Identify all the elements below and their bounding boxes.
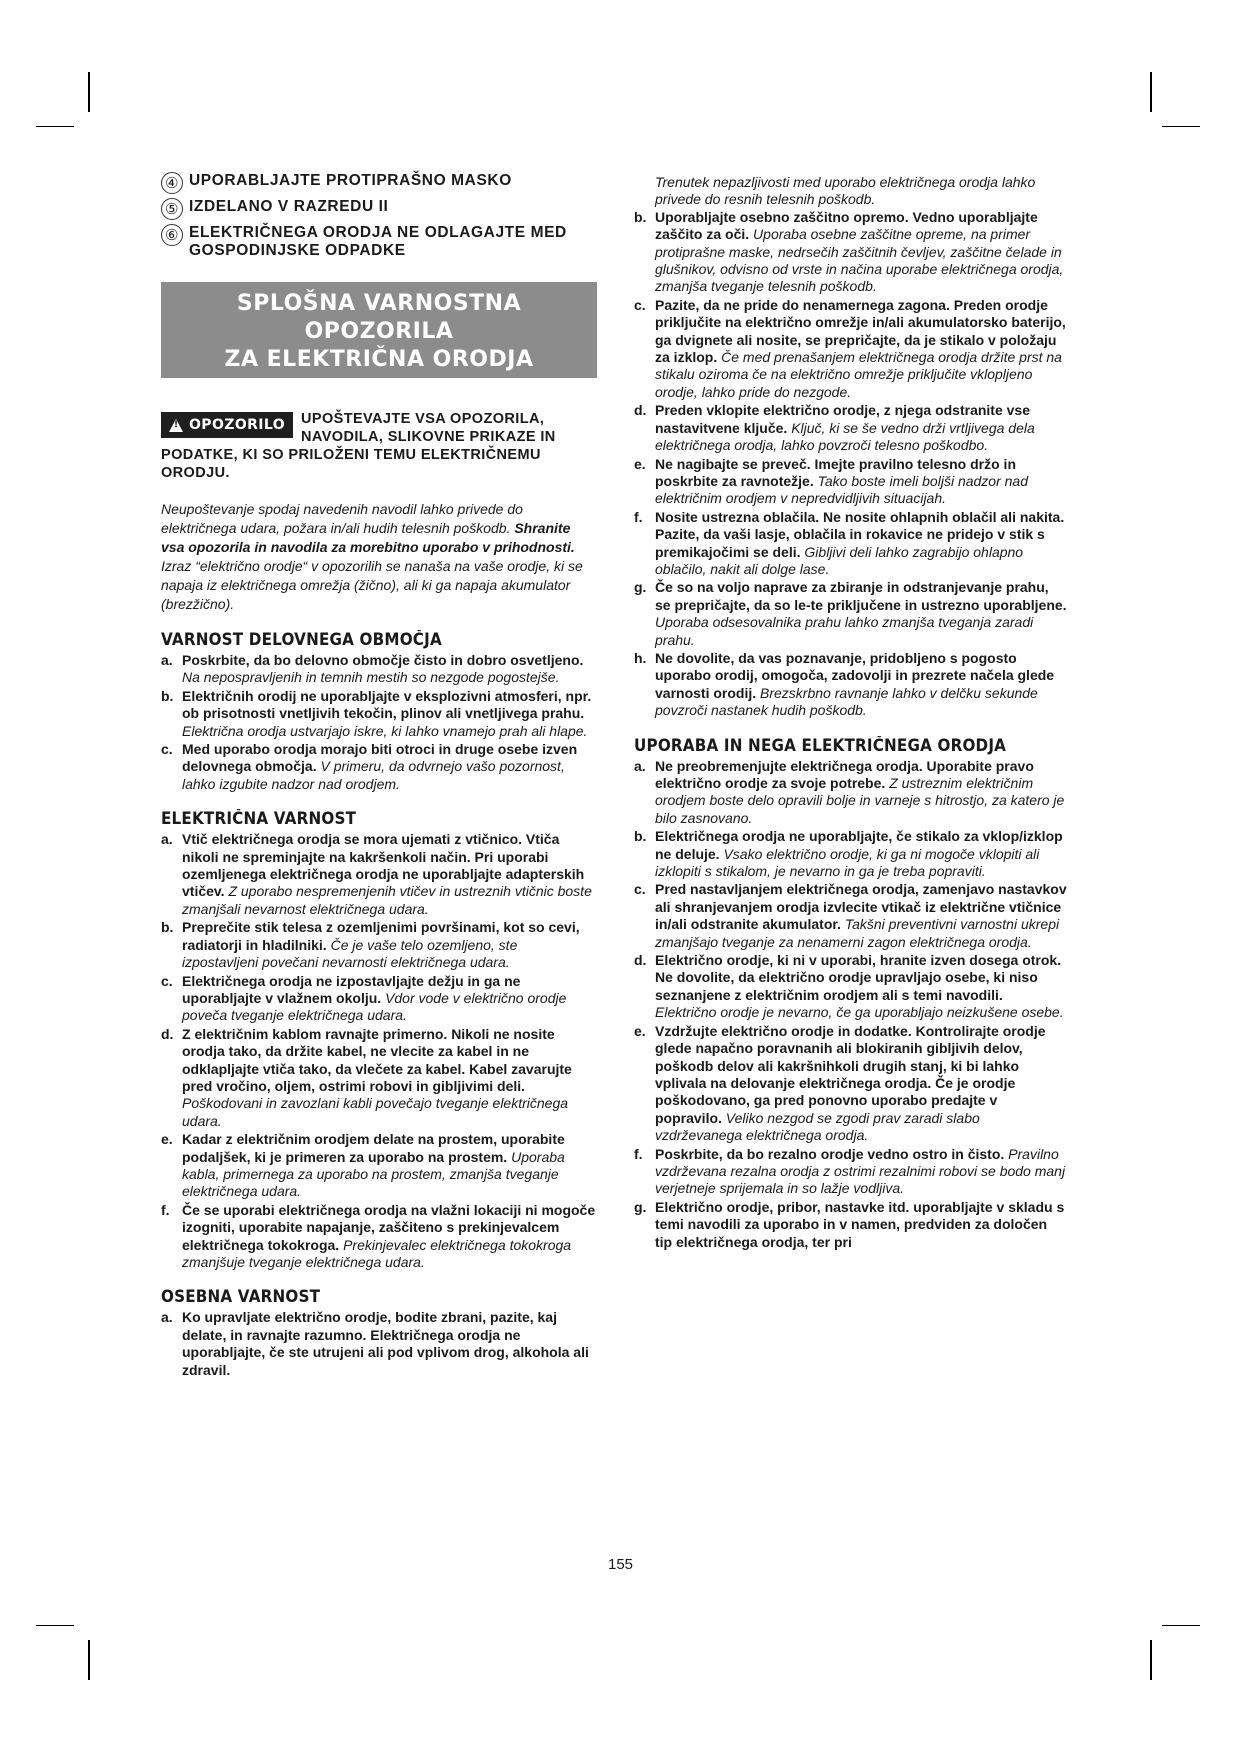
list-item [634,650,1068,720]
item-letter: g. [634,1198,647,1215]
list-item [634,881,1068,951]
crop-mark [1162,126,1200,127]
item-bold-text: Ne preobremenjujte električnega orodja. Uporabite pravo električno orodje za svoje potrebe. [655,757,1034,791]
item-bold-text: Če so na voljo naprave za zbiranje in odstranjevanje prahu, se prepričajte, da so le-te priključene in ustrezno uporabljene. [655,579,1067,613]
item-letter: f. [634,1145,643,1162]
list-item [634,1199,1068,1251]
icon-legend-item [161,172,597,194]
item-letter: a. [634,757,646,774]
item-bold-text: Nosite ustrezna oblačila. Ne nosite ohlapnih oblačil ali nakita. Pazite, da vaši lasje, oblačila in rokavice ne pridejo v stik s premikajočimi se deli. [655,508,1065,560]
item-letter: e. [634,1022,646,1039]
section-title: ELEKTRIČNA VARNOST [161,809,357,829]
item-letter: c. [634,296,646,313]
intro-text: Neupoštevanje spodaj navedenih navodil lahko privede do električnega udara, požara in/ali hudih telesnih poškodb. [161,501,523,536]
item-bold-text: Med uporabo orodja morajo biti otroci in druge osebe izven delovnega območja. [182,741,578,775]
item-letter: a. [161,652,173,668]
list-item [634,828,1068,880]
number-4-icon: ④ [161,172,183,194]
item-italic-text: Z uporabo nespremenjenih vtičev in ustreznih vtičnic boste zmanjšali nevarnost električnega udara. [182,883,592,917]
item-italic-text: Brezskrbno ravnanje lahko v delčku sekunde povzroči nastanek hudih poškodb. [655,684,1038,719]
item-italic-text: Z ustreznim električnim orodjem boste delo opravili bolje in varneje s hitrostjo, za katero je bilo zasnovano. [655,775,1065,826]
list-item [161,1309,597,1379]
section-title: UPORABA IN NEGA ELEKTRIČNEGA ORODJA [634,735,1007,755]
section-title: VARNOST DELOVNEGA OBMOČJA [161,630,442,649]
item-bold-text: Vtič električnega orodja se mora ujemati z vtičnico. Vtiča nikoli ne spreminjajte na kakršenkoli način. Pri uporabi ozemljenega električnega orodja ne uporabljajte adapterskih vtičev. [182,831,585,900]
item-bold-text: Električno orodje, ki ni v uporabi, hranite izven dosega otrok. Ne dovolite, da električno orodje upravljajo osebe, ki niso seznanjene z električnim orodjem ali s temi navodili. [655,952,1062,1003]
left-column [161,172,597,1380]
icon-legend-item [161,198,597,220]
banner-line-1: SPLOŠNA VARNOSTNA OPOZORILA [236,291,522,344]
item-bold-text: Vzdržujte električno orodje in dodatke. Kontrolirajte orodje glede napačno poravnanih ali blokiranih gibljivih delov, poškodb delov ali kakršnihkoli drugih stanj, ki bi lahko vplivala na delovanje električnega orodja. Če je orodje poškodovano, ga pred ponovno uporabo predajte v popravilo. [655,1022,1046,1126]
item-letter: g. [634,579,647,596]
item-letter: a. [161,1309,173,1326]
item-italic-text: Električna orodja ustvarjajo iskre, ki lahko vnamejo prah ali hlape. [182,722,588,739]
item-letter: b. [634,208,647,225]
item-letter: c. [634,881,646,898]
warning-badge-label: OPOZORILO [189,417,286,433]
item-bold-text: Pred nastavljanjem električnega orodja, zamenjavo nastavkov ali shranjevanjem orodja izvlecite vtikač iz električne vtičnice in/ali odstranite akumulator. [655,881,1067,933]
item-italic-text: V primeru, da odvrnejo vašo pozornost, lahko izgubite nadzor nad orodjem. [182,758,565,792]
list-item [161,831,597,918]
intro-paragraph [161,500,597,614]
list-item [161,919,597,971]
item-italic-text: Če je vaše telo ozemljeno, ste izpostavljeni povečani nevarnosti električnega udara. [182,936,518,971]
intro-bold-text: Shranite vsa opozorila in navodila za morebitno uporabo v prihodnosti. [161,520,575,555]
continued-text: Trenutek nepazljivosti med uporabo električnega orodja lahko privede do resnih telesnih poškodb. [655,174,1036,208]
item-italic-text: Vsako električno orodje, ki ga ni mogoče vklopiti ali izklopiti s stikalom, je nevarno in ga je treba popraviti. [655,845,1040,880]
item-letter: h. [634,649,647,666]
item-letter: a. [161,831,173,848]
item-letter: b. [161,919,174,936]
item-italic-text: Ključ, ki se še vedno drži vrtljivega dela električnega orodja, lahko povzroči telesno poškodbo. [655,419,1035,454]
crop-mark [1150,72,1152,112]
crop-mark [1150,1640,1152,1680]
item-letter: d. [634,952,647,969]
list-item [161,1131,597,1201]
item-bold-text: Z električnim kablom ravnajte primerno. Nikoli ne nosite orodja tako, da držite kabel, ne vlecite za kabel in ne odklapljajte vtiča tako, da vlečete za kabel. Kabel zavarujte pred vročino, oljem, ostrimi robovi in gibljivimi deli. [182,1025,572,1094]
item-bold-text: Ko upravljate električno orodje, bodite zbrani, pazite, kaj delate, in ravnajte razumno. Električnega orodja ne uporabljajte, če ste utrujeni ali pod vplivom drog, alkohola ali zdravil. [182,1309,589,1378]
item-bold-text: Električnih orodij ne uporabljajte v eksplozivni atmosferi, npr. ob prisotnosti vnetljivih tekočin, plinov ali vnetljivega prahu. [182,687,592,722]
item-letter: f. [161,1201,170,1218]
list-item [634,297,1068,401]
icon-legend-item [161,224,597,260]
item-italic-text: Če med prenašanjem električnega orodja držite prst na stikalu oziroma če na električno omrežje priključite vklopljeno orodje, lahko pride do nezgode. [655,349,1062,400]
item-bold-text: Ne dovolite, da vas poznavanje, pridobljeno s pogosto uporabo orodij, omogoča, zadovolji in prezrete načela glede varnosti orodij. [655,649,1055,701]
warning-badge [161,412,293,438]
crop-mark [1162,1625,1200,1626]
item-letter: c. [161,972,173,989]
item-bold-text: Uporabljajte osebno zaščitno opremo. Vedno uporabljajte zaščito za oči. [655,208,1038,243]
item-bold-text: Preprečite stik telesa z ozemljenimi površinami, kot so cevi, radiatorji in hladilniki. [182,919,580,953]
intro-text-2: Izraz “električno orodje“ v opozorilih se nanaša na vaše orodje, ki se napaja iz električnega omrežja (žično), ali ki ga napaja akumulator (brezžično). [161,558,583,612]
crop-mark [88,72,90,112]
item-letter: e. [161,1131,173,1148]
warning-triangle-icon [169,419,183,432]
item-letter: f. [634,508,643,525]
number-6-icon: ⑥ [161,224,183,246]
item-italic-text: Gibljivi deli lahko zagrabijo ohlapno oblačilo, nakit ali dolge lase. [655,543,1024,577]
item-letter: d. [634,402,647,419]
warning-block [161,410,597,482]
item-italic-text: Uporaba osebne zaščitne opreme, na primer protiprašne maske, nedrsečih zaščitnih čevljev, zaščitne čelade in glušnikov, odvisno od vrste in načina uporabe električnega orodja, zmanjša tveganje telesnih poškodb. [655,226,1064,295]
item-bold-text: Kadar z električnim orodjem delate na prostem, uporabite podaljšek, ki je primeren za uporabo na prostem. [182,1131,565,1165]
item-bold-text: Če se uporabi električnega orodja na vlažni lokaciji ni mogoče izogniti, uporabite napajanje, zaščiteno s prekinjevalcem električnega tokokroga. [182,1201,596,1253]
item-italic-text: Pravilno vzdrževana rezalna orodja z ostrimi rezalnimi robovi se bodo manj verjetneje sprijemala in so lažje vodljiva. [655,1145,1066,1197]
item-italic-text: Tako boste imeli boljši nadzor nad električnim orodjem v nepredvidljivih situacijah. [655,472,1028,507]
list-item [161,1026,597,1130]
icon-legend-text: ELEKTRIČNEGA ORODJA NE ODLAGAJTE MED GOSPODINJSKE ODPADKE [189,224,567,259]
item-letter: b. [634,828,647,845]
number-5-icon: ⑤ [161,198,183,220]
item-italic-text: Prekinjevalec električnega tokokroga zmanjšuje tveganje električnega udara. [182,1236,572,1270]
item-letter: d. [161,1025,174,1042]
item-letter: c. [161,741,173,758]
item-italic-text: Uporaba kabla, primernega za uporabo na prostem, zmanjša tveganje električnega udara. [182,1148,565,1200]
icon-legend-text: UPORABLJAJTE PROTIPRAŠNO MASKO [189,172,512,189]
icon-legend-text: IZDELANO V RAZREDU II [189,198,389,215]
list-item [634,1023,1068,1145]
crop-mark [36,126,74,127]
item-letter: b. [161,687,174,704]
crop-mark [88,1640,90,1680]
item-italic-text: Uporaba odsesovalnika prahu lahko zmanjša tveganja zaradi prahu. [655,614,1034,648]
list-item [161,652,597,687]
list-item [634,402,1068,454]
item-italic-text: Električno orodje je nevarno, če ga uporabljajo neizkušene osebe. [655,1004,1064,1021]
list-item [634,509,1068,579]
list-item [161,688,597,740]
item-bold-text: Ne nagibajte se preveč. Imejte pravilno telesno držo in poskrbite za ravnotežje. [655,455,1016,489]
item-bold-text: Preden vklopite električno orodje, z njega odstranite vse nastavitvene ključe. [655,402,1030,436]
item-bold-text: Poskrbite, da bo rezalno orodje vedno ostro in čisto. [655,1145,1005,1162]
page-number: 155 [607,1556,634,1573]
list-item [634,456,1068,508]
item-italic-text: Veliko nezgod se zgodi prav zaradi slabo vzdrževanega električnega orodja. [655,1109,980,1144]
list-item [634,209,1068,296]
right-column [634,174,1068,1252]
item-italic-text: Takšni preventivni varnostni ukrepi zmanjšajo tveganje za nenamerni zagon električnega orodja. [655,916,1060,950]
item-bold-text: Električnega orodja ne izpostavljajte dežju in ga ne uporabljajte v vlažnem okolju. [182,972,521,1006]
item-italic-text: Na nepospravljenih in temnih mestih so nezgode pogostejše. [182,669,560,686]
list-item [634,758,1068,828]
section-title: OSEBNA VARNOST [161,1287,321,1307]
list-item [634,952,1068,1022]
banner-line-2: ZA ELEKTRIČNA ORODJA [224,347,534,372]
list-item [634,1146,1068,1198]
list-item [161,741,597,793]
item-italic-text: Vdor vode v električno orodje poveča tveganje električnega udara. [182,989,567,1024]
list-item [634,579,1068,649]
section-banner [161,282,597,378]
item-bold-text: Električno orodje, pribor, nastavke itd. uporabljajte v skladu s temi navodili za uporabo in v namen, predviden za določen tip električnega orodja, ter pri [655,1198,1065,1250]
item-letter: e. [634,455,646,472]
item-italic-text: Poškodovani in zavozlani kabli povečajo tveganje električnega udara. [182,1095,569,1129]
list-item [161,973,597,1025]
item-bold-text: Poskrbite, da bo delovno območje čisto in dobro osvetljeno. [182,652,584,668]
item-bold-text: Pazite, da ne pride do nenamernega zagona. Preden orodje priključite na električno omrežje in/ali akumulatorsko baterijo, ga dvignete ali nosite, se prepričajte, da je stikalo v položaju za izklop. [655,296,1066,366]
list-item [161,1202,597,1272]
crop-mark [36,1625,74,1626]
warning-text: UPOŠTEVAJTE VSA OPOZORILA, NAVODILA, SLIKOVNE PRIKAZE IN PODATKE, KI SO PRILOŽENI TEMU ELEKTRIČNEMU ORODJU. [161,411,556,481]
item-bold-text: Električnega orodja ne uporabljajte, če stikalo za vklop/izklop ne deluje. [655,828,1063,862]
